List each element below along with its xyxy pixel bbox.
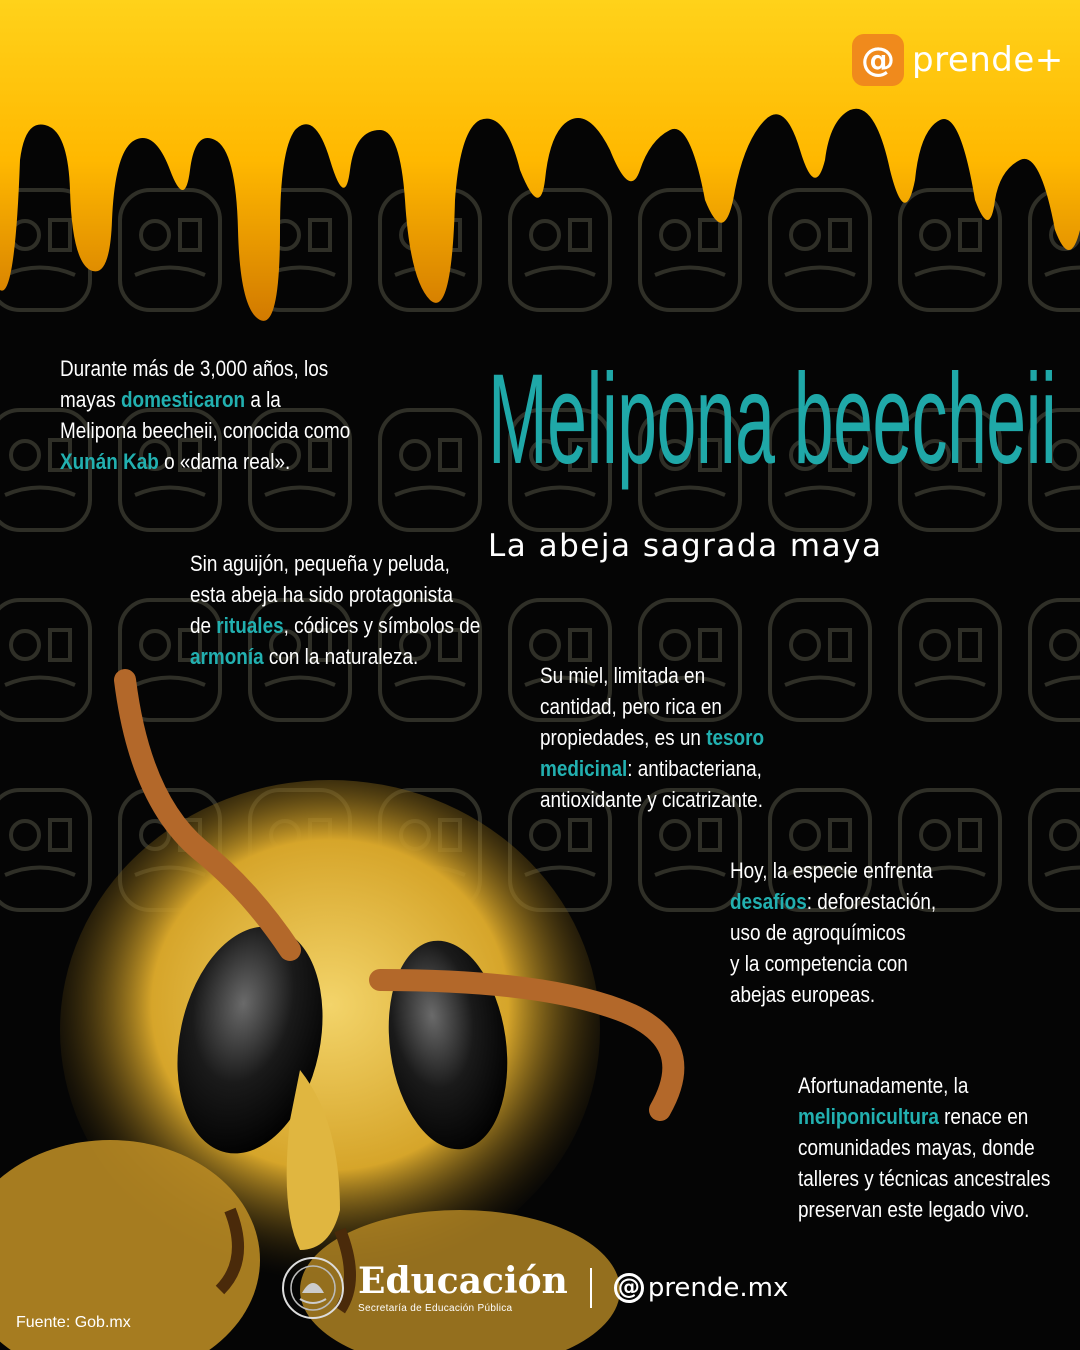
glyph-icon: [770, 600, 870, 720]
text-line: [190, 610, 480, 641]
at-sign-icon: @: [852, 34, 904, 86]
text-line: y la competencia con: [730, 951, 908, 976]
glyph-icon: [380, 410, 480, 530]
text-line: Afortunadamente, la: [798, 1073, 969, 1098]
text-line: [540, 753, 764, 784]
text-line: [540, 722, 764, 753]
text-line: talleres y técnicas ancestrales: [798, 1166, 1051, 1191]
text-line: Su miel, limitada en: [540, 663, 706, 688]
text-span: con la naturaleza.: [263, 644, 419, 669]
text-line: [730, 886, 936, 917]
text-span: , códices y símbolos de: [283, 613, 481, 638]
highlight-rituales: rituales: [216, 613, 284, 638]
paragraph-rituals: [190, 548, 480, 672]
text-span: propiedades, es un: [540, 725, 707, 750]
page-subtitle: La abeja sagrada maya: [488, 528, 883, 564]
highlight-tesoro: tesoro: [706, 725, 765, 750]
text-span: a la: [245, 387, 281, 412]
text-line: Sin aguijón, pequeña y peluda,: [190, 551, 450, 576]
education-subtitle: Secretaría de Educación Pública: [358, 1302, 513, 1314]
highlight-armonia: armonía: [190, 644, 264, 669]
highlight-domesticaron: domesticaron: [120, 387, 246, 412]
logo-divider: [590, 1268, 592, 1308]
text-line: Hoy, la especie enfrenta: [730, 858, 933, 883]
text-span: mayas: [60, 387, 121, 412]
text-line: Melipona beecheii, conocida como: [60, 418, 351, 443]
text-line: cantidad, pero rica en: [540, 694, 722, 719]
text-span: de: [190, 613, 217, 638]
footer-logos: [280, 1255, 788, 1321]
glyph-icon: [1030, 600, 1080, 720]
paragraph-domestication: [60, 353, 350, 477]
text-line: Durante más de 3,000 años, los: [60, 356, 329, 381]
highlight-xunan-kab: Xunán Kab: [60, 449, 159, 474]
text-line: uso de agroquímicos: [730, 920, 906, 945]
highlight-medicinal: medicinal: [540, 756, 628, 781]
text-line: [60, 446, 350, 477]
text-line: [798, 1101, 1050, 1132]
brand-label: prende+: [912, 40, 1064, 80]
paragraph-challenges: [730, 855, 936, 1010]
text-line: [60, 384, 350, 415]
page-title: Melipona beecheii: [488, 348, 1057, 491]
mexico-seal-icon: [280, 1255, 346, 1321]
aprende-mx-logo: [614, 1273, 789, 1303]
text-line: abejas europeas.: [730, 982, 876, 1007]
glyph-icon: [1030, 790, 1080, 910]
text-line: preservan este legado vivo.: [798, 1197, 1030, 1222]
glyph-icon: [900, 600, 1000, 720]
education-name: Educación: [358, 1259, 568, 1302]
text-line: [190, 641, 480, 672]
source-credit: Fuente: Gob.mx: [16, 1314, 131, 1331]
paragraph-honey: [540, 660, 764, 815]
highlight-meliponicultura: meliponicultura: [798, 1104, 939, 1129]
highlight-desafios: desafíos: [730, 889, 807, 914]
at-sign-icon: @: [614, 1273, 644, 1303]
aprende-brand-logo: [852, 34, 1064, 86]
text-span: : antibacteriana,: [627, 756, 762, 781]
text-span: o «dama real».: [158, 449, 291, 474]
text-span: : deforestación,: [806, 889, 937, 914]
sep-logo: [358, 1259, 568, 1314]
aprende-mx-label: prende.mx: [647, 1273, 789, 1303]
text-line: comunidades mayas, donde: [798, 1135, 1035, 1160]
text-span: renace en: [938, 1104, 1029, 1129]
text-line: esta abeja ha sido protagonista: [190, 582, 453, 607]
paragraph-meliponiculture: [798, 1070, 1050, 1225]
text-line: antioxidante y cicatrizante.: [540, 787, 763, 812]
